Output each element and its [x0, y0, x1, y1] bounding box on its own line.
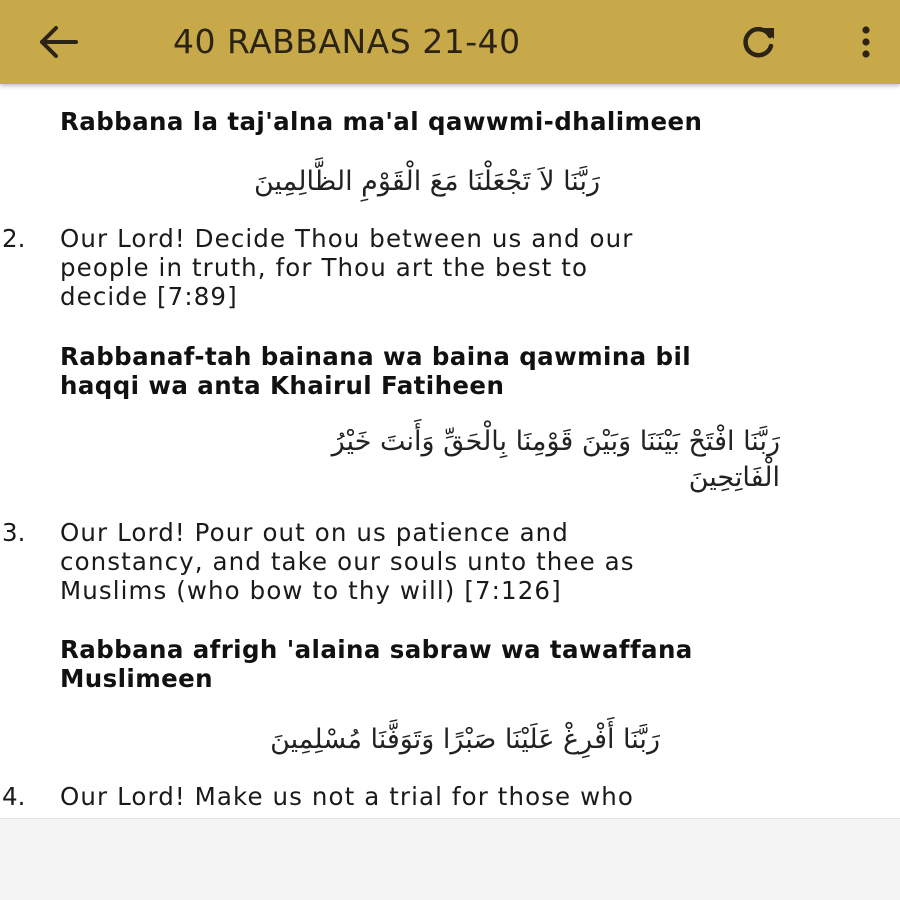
transliteration-text: Rabbana afrigh 'alaina sabraw wa tawaffana Muslimeen — [60, 635, 693, 693]
arrow-back-icon — [36, 24, 80, 60]
refresh-button[interactable] — [730, 18, 786, 66]
translation-text: Our Lord! Pour out on us patience and constancy, and take our souls unto thee as Muslims (who bow to thy will) [7:126] — [60, 518, 635, 605]
list-item-number: 4. — [2, 782, 26, 811]
transliteration-text: Rabbana la taj'alna ma'al qawwmi-dhalimeen — [60, 107, 703, 136]
translation-text: Our Lord! Make us not a trial for those who — [60, 782, 634, 811]
list-item-number: 3. — [2, 518, 26, 547]
rabbana-list[interactable] — [0, 84, 900, 818]
arabic-verse: رَبَّنَا لاَ تَجْعَلْنَا مَعَ الْقَوْمِ الظَّالِمِينَ — [253, 166, 600, 197]
more-vert-icon — [860, 24, 872, 60]
arabic-verse: رَبَّنَا أَفْرِغْ عَلَيْنَا صَبْرًا وَتَوَفَّنَا مُسْلِمِينَ — [270, 724, 660, 755]
transliteration-text: Rabbanaf-tah bainana wa baina qawmina bil haqqi wa anta Khairul Fatiheen — [60, 342, 692, 400]
list-item-number: 2. — [2, 224, 26, 253]
arabic-verse: رَبَّنَا افْتَحْ بَيْنَنَا وَبَيْنَ قَوْمِنَا بِالْحَقِّ وَأَنتَ خَيْرُ الْفَاتِحِينَ — [331, 426, 780, 493]
more-options-button[interactable] — [842, 18, 890, 66]
translation-text: Our Lord! Decide Thou between us and our people in truth, for Thou art the best to decide [7:89] — [60, 224, 634, 311]
bottom-blank-area — [0, 818, 900, 900]
back-button[interactable] — [30, 20, 86, 64]
page-title: 40 RABBANAS 21-40 — [173, 22, 521, 61]
app-bar — [0, 0, 900, 84]
refresh-icon — [736, 20, 780, 64]
